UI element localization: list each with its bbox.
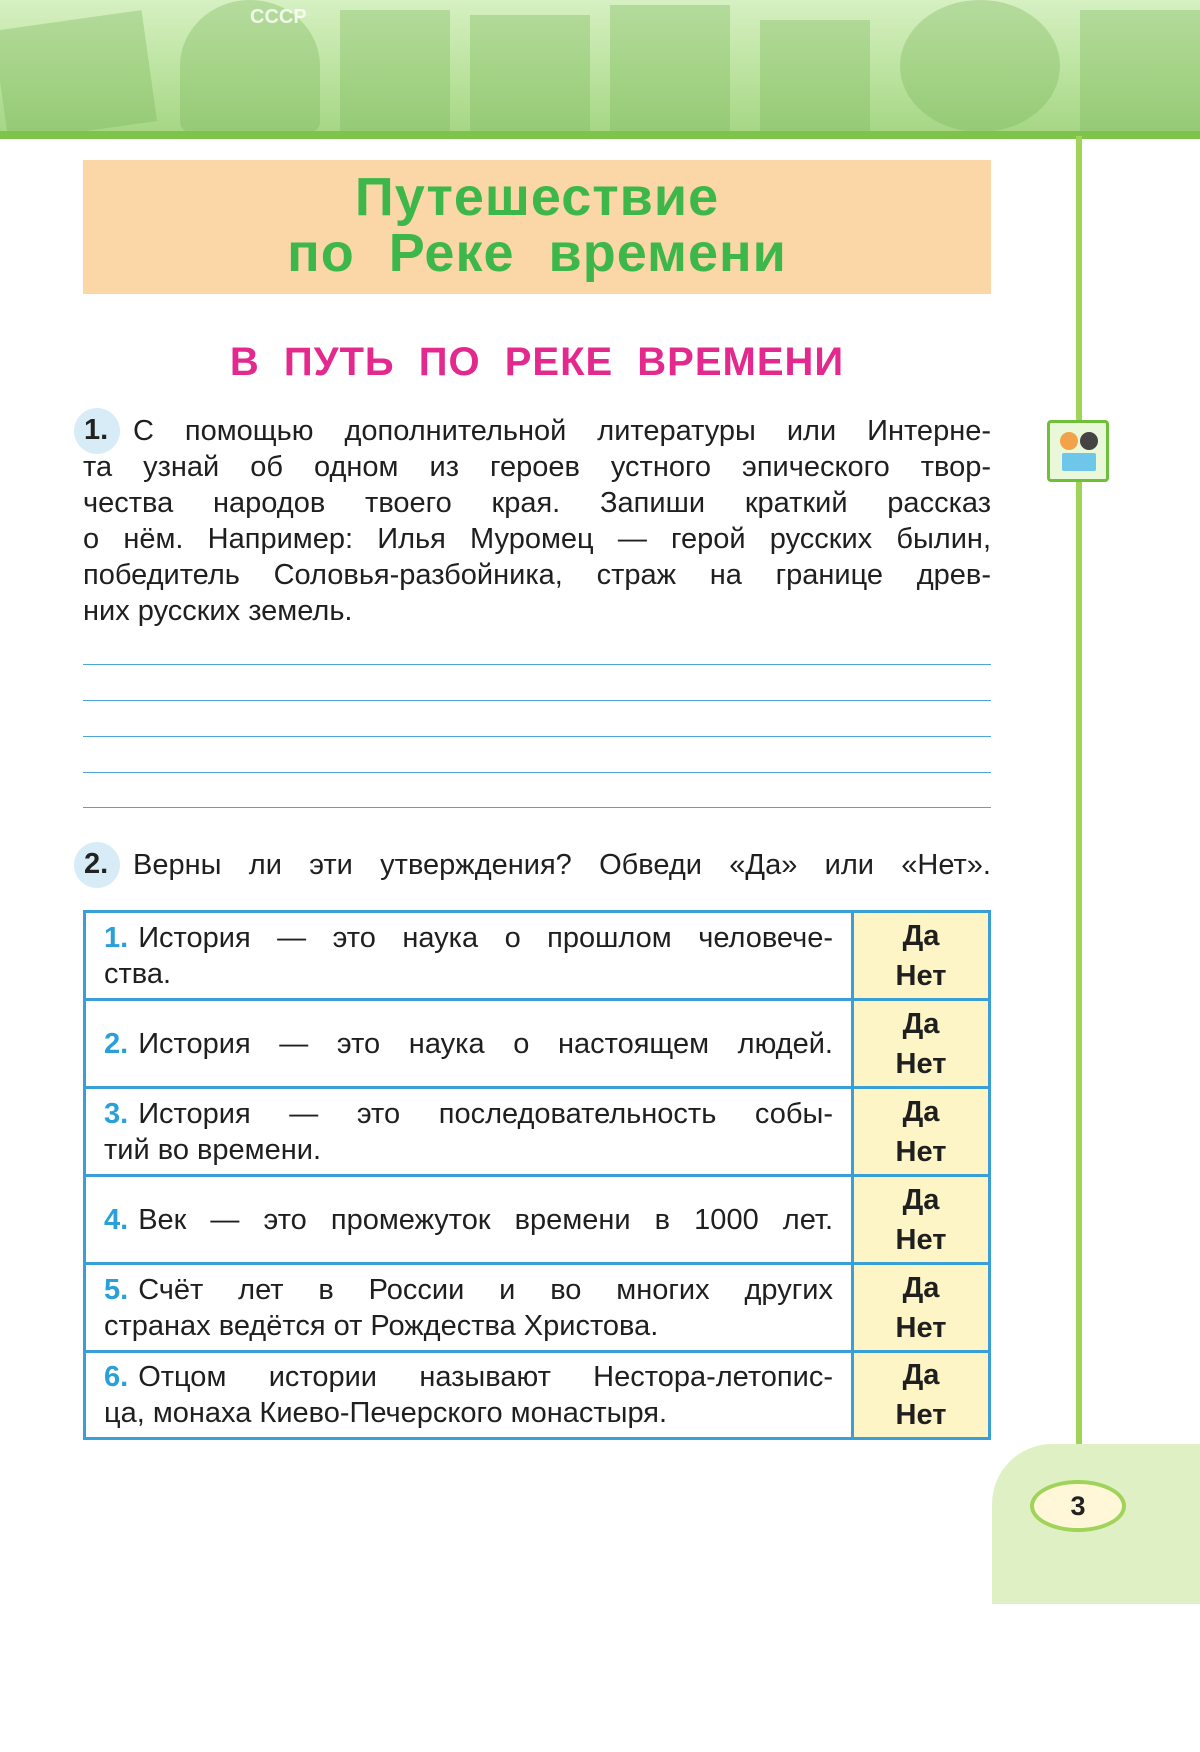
header-photo-band bbox=[0, 0, 1200, 132]
portrait-photo-1 bbox=[340, 10, 450, 132]
statement-text: История — это наука о прошлом человече- bbox=[138, 921, 833, 954]
answer-yes-option[interactable]: Да bbox=[902, 919, 940, 952]
answer-yes-option[interactable]: Да bbox=[902, 1183, 940, 1216]
task-1-number: 1. bbox=[84, 414, 109, 446]
statement-row-3 bbox=[86, 1089, 988, 1177]
statement-text: Век — это промежуток времени в 1000 лет. bbox=[138, 1203, 833, 1236]
task-1-text-line: та узнай об одном из героев устного эпического твор- bbox=[83, 451, 991, 483]
medal-photo bbox=[900, 0, 1060, 132]
statement-row-1 bbox=[86, 913, 988, 1001]
photo-frame-1 bbox=[0, 10, 157, 132]
statement-text: История — это последовательность собы- bbox=[138, 1097, 833, 1130]
section-heading: В ПУТЬ ПО РЕКЕ ВРЕМЕНИ bbox=[229, 340, 845, 384]
chapter-title-box bbox=[83, 160, 991, 294]
statement-number: 5. bbox=[104, 1273, 129, 1306]
answer-yes-option[interactable]: Да bbox=[902, 1095, 940, 1128]
task-2-prompt: Верны ли эти утверждения? Обведи «Да» или «Нет». bbox=[133, 849, 991, 881]
portrait-photo-5 bbox=[1080, 10, 1200, 132]
answer-cell bbox=[851, 913, 988, 998]
statement-text: ца, монаха Киево-Печерского монастыря. bbox=[104, 1397, 668, 1429]
answer-no-option[interactable]: Нет bbox=[895, 1047, 947, 1080]
answer-write-line-1[interactable] bbox=[83, 664, 991, 665]
statement-text: ства. bbox=[104, 957, 172, 990]
answer-no-option[interactable]: Нет bbox=[895, 959, 947, 992]
statement-number: 6. bbox=[104, 1361, 129, 1393]
answer-yes-option[interactable]: Да bbox=[902, 1007, 940, 1040]
header-divider bbox=[0, 131, 1200, 139]
statement-row-6 bbox=[86, 1353, 988, 1437]
statement-text: странах ведётся от Рождества Христова. bbox=[104, 1309, 659, 1342]
statement-row-5 bbox=[86, 1265, 988, 1353]
task-1-text-line: о нём. Например: Илья Муромец — герой русских былин, bbox=[83, 523, 991, 555]
answer-yes-option[interactable]: Да bbox=[902, 1271, 940, 1304]
statement-text: История — это наука о настоящем людей. bbox=[138, 1027, 833, 1060]
task-1-text-line: чества народов твоего края. Запиши краткий рассказ bbox=[83, 487, 991, 519]
task-2-number: 2. bbox=[84, 848, 109, 880]
statement-text: тий во времени. bbox=[104, 1133, 322, 1166]
answer-yes-option[interactable]: Да bbox=[902, 1359, 940, 1391]
statement-text: Отцом истории называют Нестора-летопис- bbox=[138, 1361, 833, 1393]
answer-write-line-3[interactable] bbox=[83, 736, 991, 737]
task-1-text-line: них русских земель. bbox=[83, 595, 353, 627]
answer-cell bbox=[851, 1089, 988, 1174]
portrait-photo-2 bbox=[470, 15, 590, 132]
answer-no-option[interactable]: Нет bbox=[895, 1223, 947, 1256]
statement-row-4 bbox=[86, 1177, 988, 1265]
statement-number: 2. bbox=[104, 1027, 129, 1060]
answer-no-option[interactable]: Нет bbox=[895, 1311, 947, 1344]
task-1-text-line: С помощью дополнительной литературы или Интерне- bbox=[133, 415, 991, 447]
statements-table bbox=[83, 910, 991, 1440]
answer-no-option[interactable]: Нет bbox=[895, 1135, 947, 1168]
header-badge: СССР bbox=[250, 6, 307, 28]
statement-number: 4. bbox=[104, 1203, 129, 1236]
portrait-photo-3 bbox=[610, 5, 730, 132]
chapter-title-line-1: Путешествие bbox=[354, 167, 720, 227]
answer-cell bbox=[851, 1177, 988, 1262]
answer-cell bbox=[851, 1353, 988, 1437]
answer-write-line-2[interactable] bbox=[83, 700, 991, 701]
statement-row-2 bbox=[86, 1001, 988, 1089]
answer-cell bbox=[851, 1001, 988, 1086]
statement-number: 3. bbox=[104, 1097, 129, 1130]
answer-cell bbox=[851, 1265, 988, 1350]
chapter-title-line-2: по Реке времени bbox=[287, 223, 787, 283]
margin-rail bbox=[1076, 136, 1082, 1496]
answer-no-option[interactable]: Нет bbox=[895, 1399, 947, 1431]
page-number: 3 bbox=[1030, 1480, 1126, 1532]
statement-text: Счёт лет в России и во многих других bbox=[138, 1273, 833, 1306]
statement-number: 1. bbox=[104, 921, 129, 954]
answer-write-line-4[interactable] bbox=[83, 772, 991, 773]
answer-write-line-5[interactable] bbox=[83, 807, 991, 808]
portrait-photo-4 bbox=[760, 20, 870, 132]
task-1-text-line: победитель Соловья-разбойника, страж на границе древ- bbox=[83, 559, 991, 591]
reading-children-icon bbox=[1047, 420, 1109, 482]
